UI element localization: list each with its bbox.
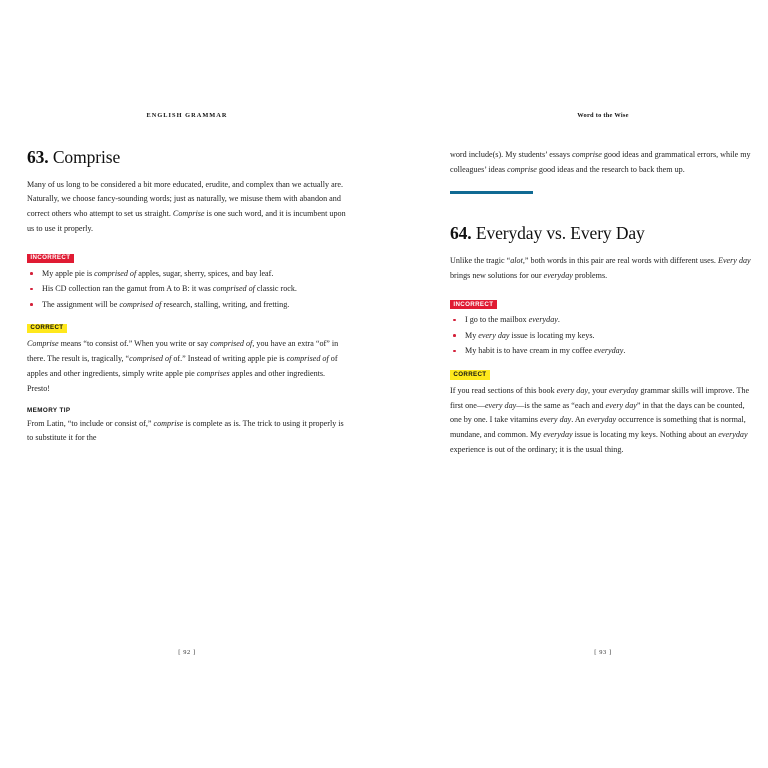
section-title-text: Everyday vs. Every Day bbox=[475, 223, 645, 244]
list-item bbox=[27, 282, 347, 297]
page-number-right: [ 93 ] bbox=[594, 649, 612, 656]
section-64-correct-paragraph: If you read sections of this book every day, your everyday grammar skills will improve. The first one—every day—is the same as “each and every day” in that the days can be counted, one by one. I take vitamins every day. An everyday occurrence is something that is normal, mundane, and common. My everyday issue is locating my keys. Nothing about an everyday experience is out of the ordinary; it is the usual thing. bbox=[450, 385, 750, 455]
section-64-intro-paragraph: Unlike the tragic “alot,” both words in this pair are real words with different uses. Every day brings new solutions for our everyday problems. bbox=[450, 255, 751, 280]
incorrect-badge-right: INCORRECT bbox=[450, 300, 497, 309]
list-item bbox=[450, 313, 756, 328]
left-page-content bbox=[27, 112, 347, 672]
bullet-icon bbox=[30, 288, 33, 291]
memory-tip-paragraph-left: From Latin, “to include or consist of,” comprise is complete as is. The trick to using it properly is to substitute it for the bbox=[27, 418, 344, 443]
list-item bbox=[450, 329, 756, 344]
section-number: 63. bbox=[27, 147, 49, 167]
section-title-text: Comprise bbox=[52, 147, 121, 167]
bullet-icon bbox=[453, 334, 456, 337]
example-text: The assignment will be comprised of research, stalling, writing, and fretting. bbox=[42, 299, 290, 309]
example-text: His CD collection ran the gamut from A to B: it was comprised of classic rock. bbox=[42, 284, 297, 294]
list-item bbox=[450, 344, 756, 359]
bullet-icon bbox=[453, 319, 456, 322]
example-text: I go to the mailbox everyday. bbox=[465, 315, 560, 325]
bullet-icon bbox=[453, 350, 456, 353]
bullet-icon bbox=[30, 303, 33, 306]
right-page bbox=[384, 0, 768, 768]
section-divider-rule bbox=[450, 191, 533, 195]
section-63-intro-paragraph: Many of us long to be considered a bit more educated, erudite, and complex than we actually are. Naturally, we choose fancy-sounding words; just as naturally, we misuse them with abandon and correct others who attempt to set us straight. Comprise is one such word, and it is incumbent upon us to use it properly. bbox=[27, 179, 346, 234]
list-item bbox=[27, 298, 347, 313]
incorrect-examples-list-right bbox=[450, 313, 756, 359]
page-number-left: [ 92 ] bbox=[178, 649, 196, 656]
correct-badge-left: CORRECT bbox=[27, 324, 67, 333]
running-head-left: ENGLISH GRAMMAR bbox=[146, 112, 228, 119]
incorrect-badge-left: INCORRECT bbox=[27, 254, 74, 263]
section-number: 64. bbox=[450, 223, 472, 244]
correct-badge-right: CORRECT bbox=[450, 370, 490, 379]
list-item bbox=[27, 267, 347, 282]
bullet-icon bbox=[30, 272, 33, 275]
section-heading-63 bbox=[27, 148, 347, 168]
example-text: My habit is to have cream in my coffee everyday. bbox=[465, 346, 626, 356]
memory-tip-label-left: MEMORY TIP bbox=[27, 406, 71, 414]
example-text: My apple pie is comprised of apples, sugar, sherry, spices, and bay leaf. bbox=[42, 268, 274, 278]
example-text: My every day issue is locating my keys. bbox=[465, 330, 595, 340]
right-page-content bbox=[450, 112, 756, 672]
incorrect-examples-list-left bbox=[27, 267, 347, 313]
section-63-correct-paragraph: Comprise means “to consist of.” When you write or say comprised of, you have an extra “of” in there. The result is, tragically, “comprised of of.” Instead of writing apple pie is comprised of of apples and other ingredients, simply write apple pie comprises apples and other ingredients. Presto! bbox=[27, 339, 339, 393]
running-head-right: Word to the Wise bbox=[577, 112, 629, 119]
continued-paragraph: word include(s). My students’ essays comprise good ideas and grammatical errors, while my colleagues’ ideas comprise good ideas and the research to back them up. bbox=[450, 150, 751, 174]
section-heading-64 bbox=[450, 224, 756, 244]
